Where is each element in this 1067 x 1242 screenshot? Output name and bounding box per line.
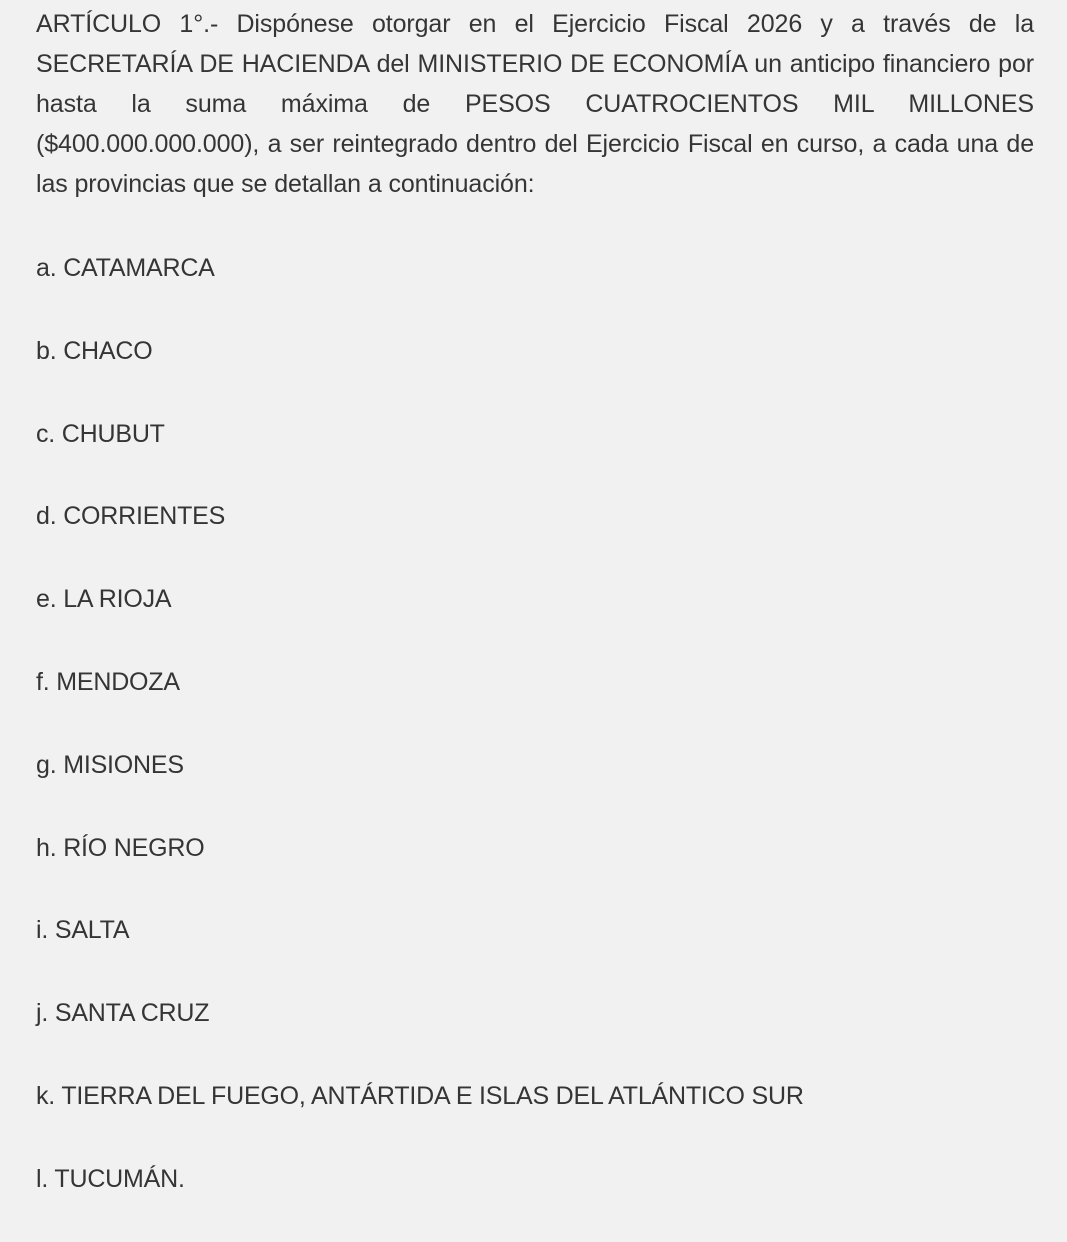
article-paragraph: ARTÍCULO 1°.- Dispónese otorgar en el Ejercicio Fiscal 2026 y a través de la SECRETARÍA DE HACIENDA del MINISTERIO DE ECONOMÍA un anticipo financiero por hasta la suma máxima de PESOS CUATROCIENTOS MIL MILLONES ($400.000.000.000), a ser reintegrado dentro del Ejercicio Fiscal en curso, a cada una de las provincias que se detallan a continuación: bbox=[36, 10, 1034, 198]
province-item-salta: i. SALTA bbox=[36, 916, 130, 945]
province-item-mendoza: f. MENDOZA bbox=[36, 667, 180, 696]
province-item-tierra-del-fuego: k. TIERRA DEL FUEGO, ANTÁRTIDA E ISLAS DEL ATLÁNTICO SUR bbox=[36, 1081, 804, 1110]
province-item-rio-negro: h. RÍO NEGRO bbox=[36, 833, 205, 862]
province-list bbox=[36, 248, 1034, 1242]
province-item-catamarca: a. CATAMARCA bbox=[36, 254, 215, 282]
province-item-chaco: b. CHACO bbox=[36, 336, 153, 365]
province-item-la-rioja: e. LA RIOJA bbox=[36, 585, 172, 614]
province-item-tucuman: l. TUCUMÁN. bbox=[36, 1164, 185, 1193]
province-item-chubut: c. CHUBUT bbox=[36, 419, 165, 448]
province-item-santa-cruz: j. SANTA CRUZ bbox=[36, 999, 210, 1028]
province-item-corrientes: d. CORRIENTES bbox=[36, 502, 226, 531]
province-item-misiones: g. MISIONES bbox=[36, 750, 184, 779]
